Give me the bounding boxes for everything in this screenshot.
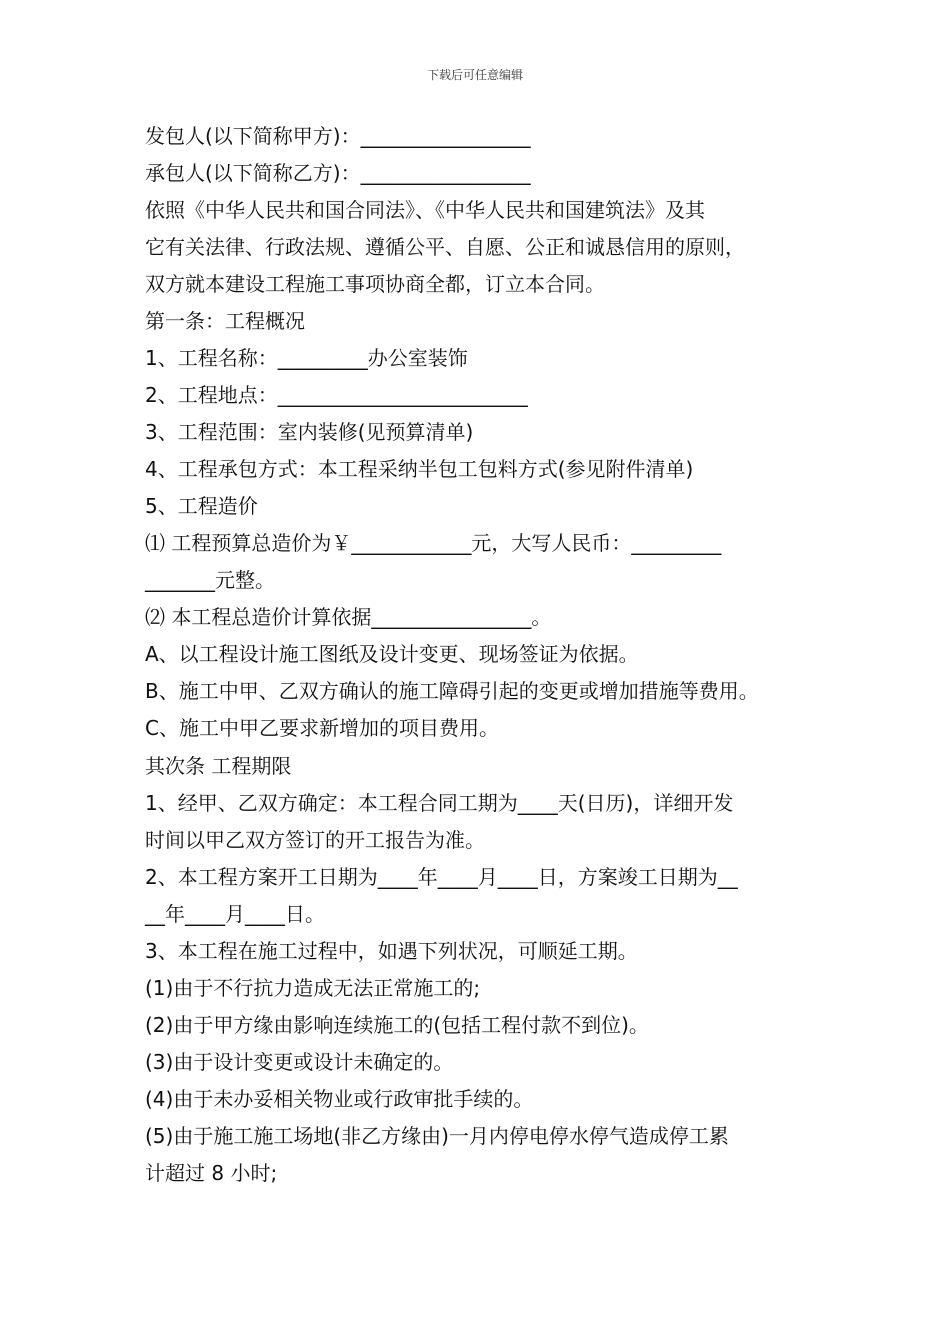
project-name-line: 1、工程名称：_________办公室装饰 [145,346,468,370]
extension-item-5-line-1: (5)由于施工施工场地(非乙方缘由)一月内停电停水停气造成停工累 [145,1124,729,1148]
extension-item-2: (2)由于甲方缘由影响连续施工的(包括工程付款不到位)。 [145,1013,649,1037]
project-cost-heading: 5、工程造价 [145,494,258,518]
contract-mode-line: 4、工程承包方式：本工程采纳半包工包料方式(参见附件清单) [145,457,694,481]
article-2-heading: 其次条 工程期限 [145,754,292,778]
duration-line-2: 时间以甲乙双方签订的开工报告为准。 [145,828,485,852]
party-b-line: 承包人(以下简称乙方)：_________________ [145,161,531,185]
cost-basis-item-c: C、施工中甲乙要求新增加的项目费用。 [145,716,499,740]
budget-total-line-1: ⑴ 工程预算总造价为￥____________元，大写人民币：_________ [145,531,722,555]
article-1-heading: 第一条：工程概况 [145,309,305,333]
cost-basis-line: ⑵ 本工程总造价计算依据________________。 [145,605,552,629]
cost-basis-item-b: B、施工中甲、乙双方确认的施工障碍引起的变更或增加措施等费用。 [145,679,759,703]
page-header: 下载后可任意编辑 [426,68,523,82]
budget-total-line-2: _______元整。 [145,568,275,592]
extension-intro-line: 3、本工程在施工过程中，如遇下列状况，可顺延工期。 [145,939,638,963]
extension-item-5-line-2: 计超过 8 小时; [145,1161,278,1185]
cost-basis-item-a: A、以工程设计施工图纸及设计变更、现场签证为依据。 [145,642,639,666]
project-scope-line: 3、工程范围：室内装修(见预算清单) [145,420,474,444]
extension-item-4: (4)由于未办妥相关物业或行政审批手续的。 [145,1087,534,1111]
preamble-line-3: 双方就本建设工程施工事项协商全都，订立本合同。 [145,272,605,296]
contract-body [145,118,825,1192]
party-a-line: 发包人(以下简称甲方)：_________________ [145,124,531,148]
preamble-line-1: 依照《中华人民共和国合同法》、《中华人民共和国建筑法》及其 [145,198,705,222]
project-location-line: 2、工程地点：_________________________ [145,383,528,407]
extension-item-3: (3)由于设计变更或设计未确定的。 [145,1050,454,1074]
preamble-line-2: 它有关法律、行政法规、遵循公平、自愿、公正和诚恳信用的原则， [145,235,745,259]
schedule-line-2: __年____月____日。 [145,902,325,926]
duration-line-1: 1、经甲、乙双方确定：本工程合同工期为____天(日历)，详细开发 [145,791,734,815]
schedule-line-1: 2、本工程方案开工日期为____年____月____日，方案竣工日期为__ [145,865,738,889]
extension-item-1: (1)由于不行抗力造成无法正常施工的; [145,976,481,1000]
